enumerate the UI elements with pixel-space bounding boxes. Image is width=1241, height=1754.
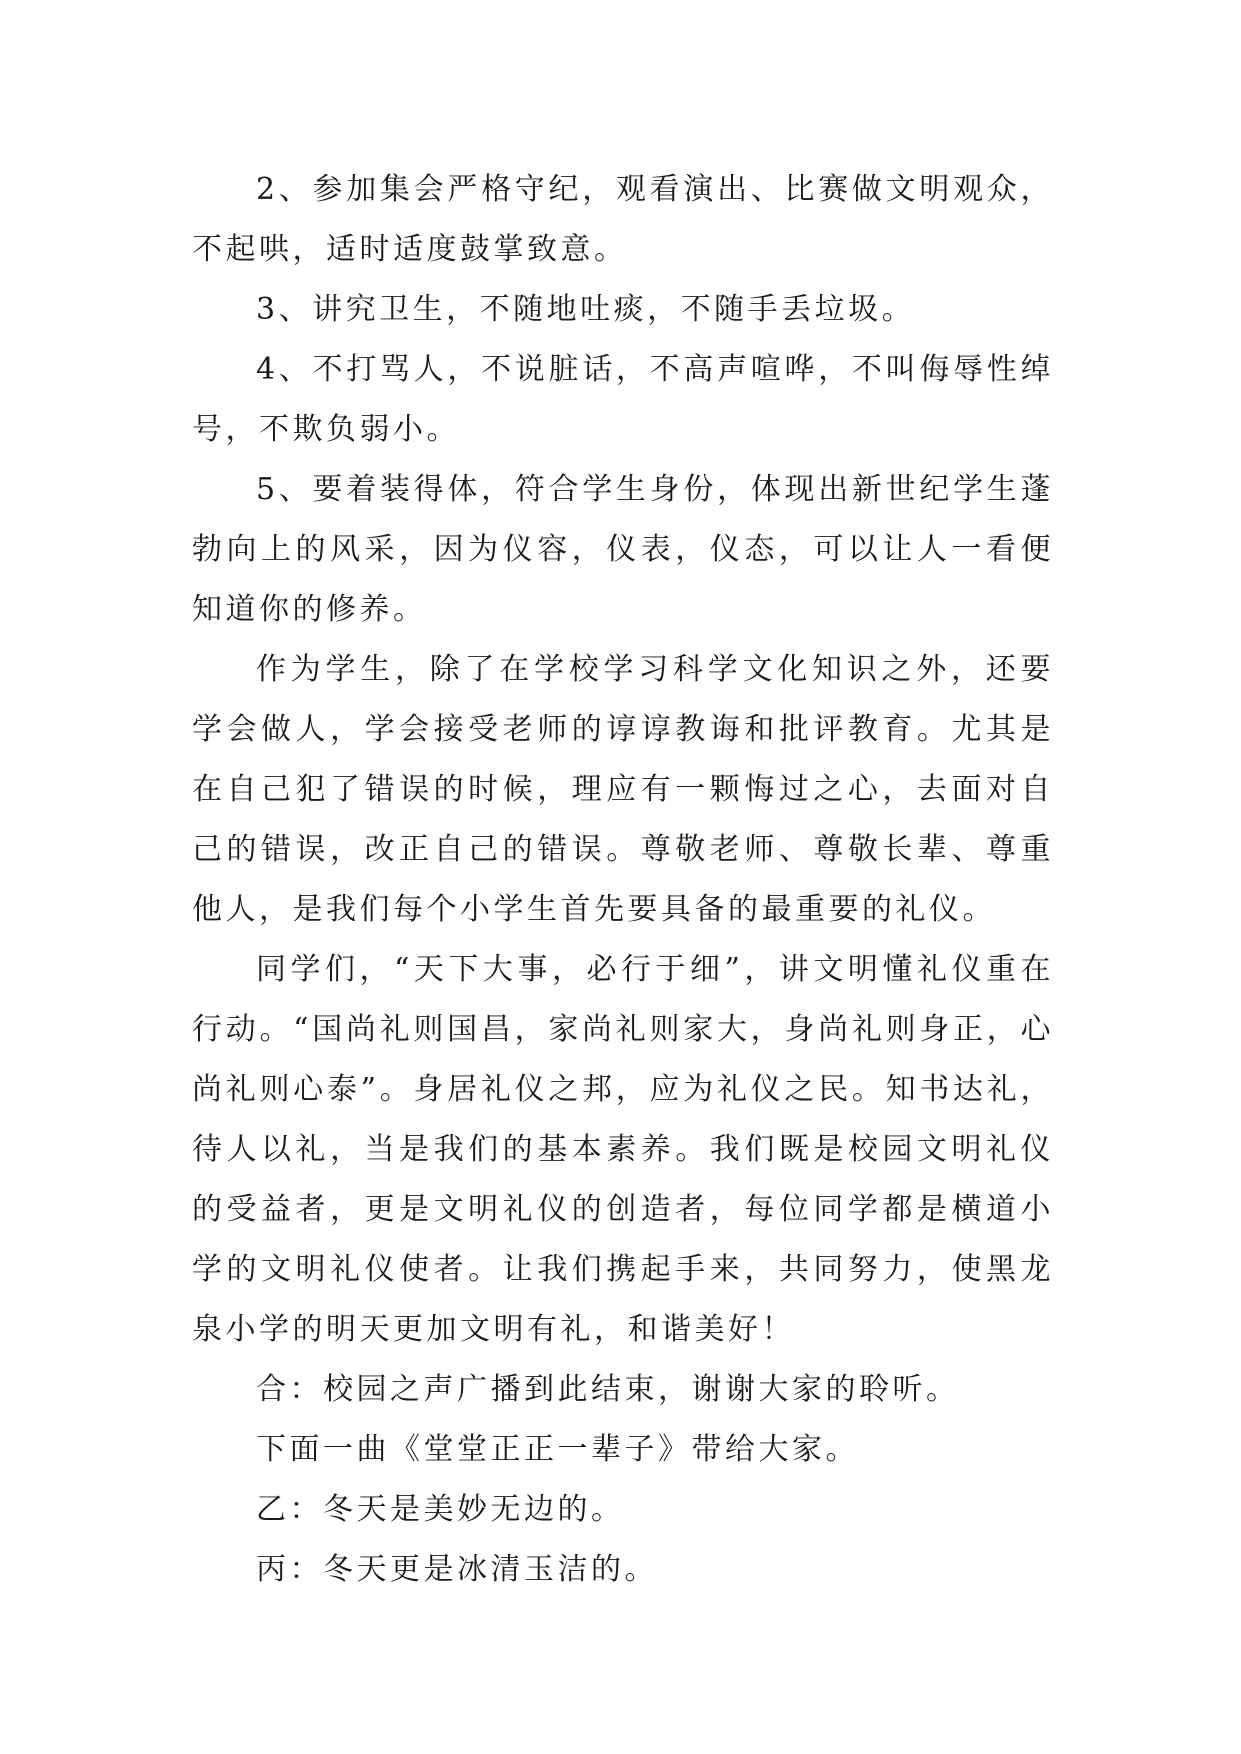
- paragraph-call-to-action: 同学们，“天下大事，必行于细”，讲文明懂礼仪重在行动。“国尚礼则国昌，家尚礼则家大，身尚礼则身正，心尚礼则心泰”。身居礼仪之邦，应为礼仪之民。知书达礼，待人以礼，当是我们的基本素养。我们既是校园文明礼仪的受益者，更是文明礼仪的创造者，每位同学都是横道小学的文明礼仪使者。让我们携起手来，共同努力，使黑龙泉小学的明天更加文明有礼，和谐美好！: [192, 952, 1054, 1347]
- paragraph-speaker-yi: 乙：冬天是美妙无边的。: [256, 1492, 625, 1527]
- paragraph-rule-3: 3、讲究卫生，不随地吐痰，不随手丢垃圾。: [256, 292, 916, 327]
- document-page: [192, 160, 1054, 1600]
- paragraph-speaker-bing: 丙：冬天更是冰清玉洁的。: [256, 1552, 658, 1587]
- paragraph-rule-5: 5、要着装得体，符合学生身份，体现出新世纪学生蓬勃向上的风采，因为仪容，仪表，仪态，可以让人一看便知道你的修养。: [192, 472, 1054, 627]
- paragraph-song-intro: 下面一曲《堂堂正正一辈子》带给大家。: [256, 1432, 859, 1467]
- paragraph-closing: 合：校园之声广播到此结束，谢谢大家的聆听。: [256, 1372, 960, 1407]
- paragraph-rule-4: 4、不打骂人，不说脏话，不高声喧哗，不叫侮辱性绰号，不欺负弱小。: [192, 352, 1054, 447]
- paragraph-student-conduct: 作为学生，除了在学校学习科学文化知识之外，还要学会做人，学会接受老师的谆谆教诲和批评教育。尤其是在自己犯了错误的时候，理应有一颗悔过之心，去面对自己的错误，改正自己的错误。尊敬老师、尊敬长辈、尊重他人，是我们每个小学生首先要具备的最重要的礼仪。: [192, 652, 1054, 927]
- paragraph-rule-2: 2、参加集会严格守纪，观看演出、比赛做文明观众，不起哄，适时适度鼓掌致意。: [192, 172, 1054, 267]
